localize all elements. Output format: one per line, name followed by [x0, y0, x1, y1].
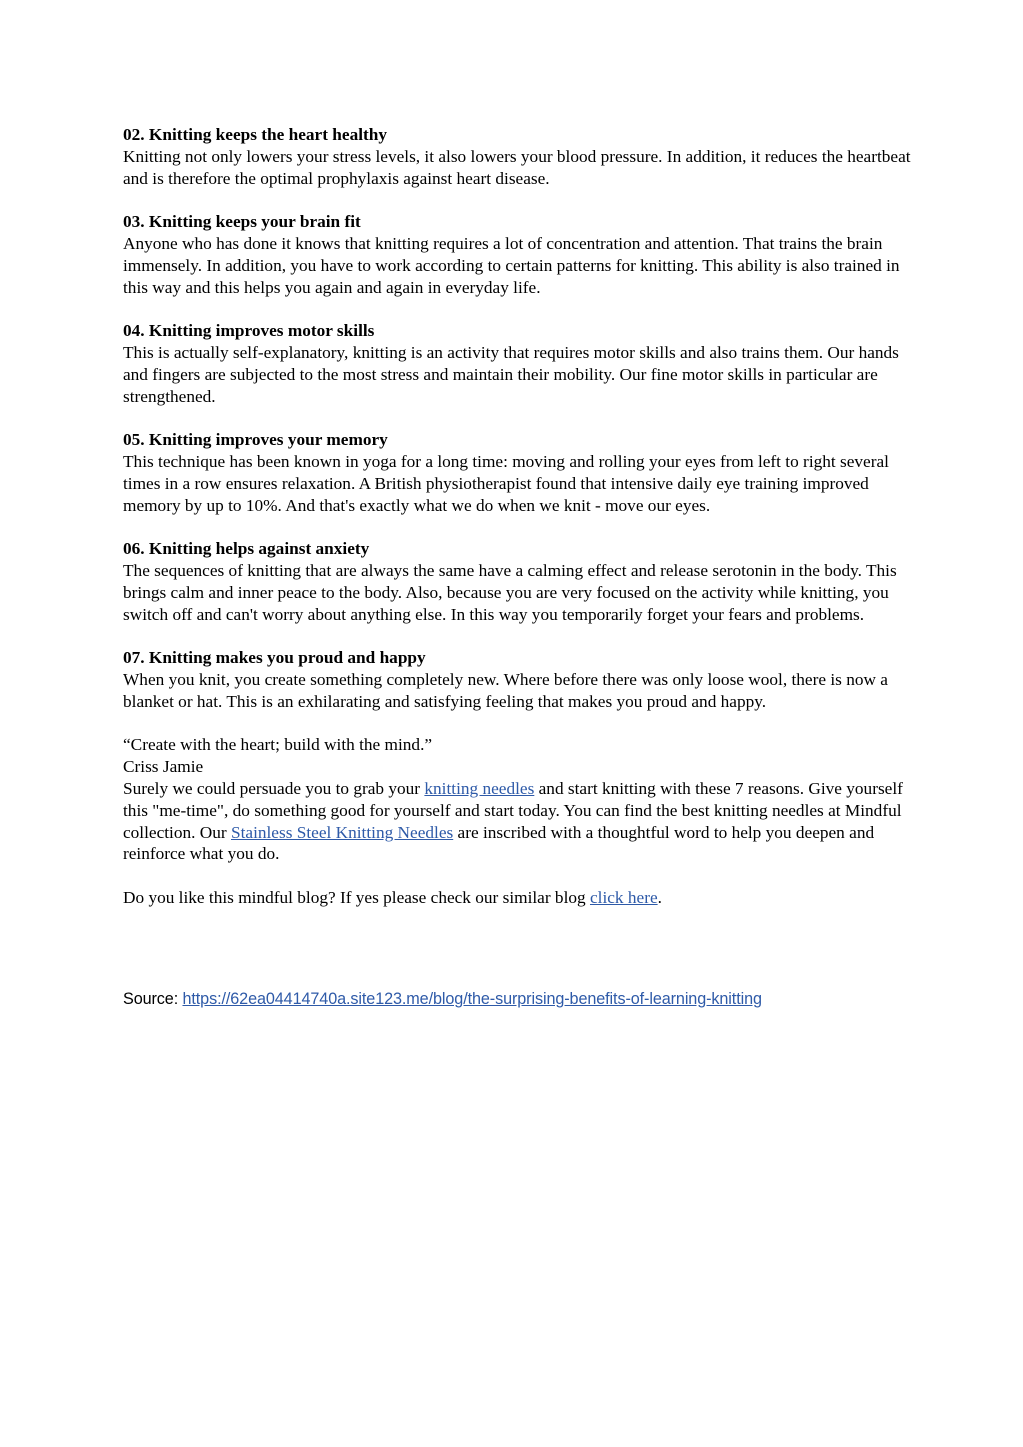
knitting-needles-link[interactable]: knitting needles: [424, 778, 535, 798]
quote-text: “Create with the heart; build with the mind.”: [123, 735, 433, 755]
section-paragraph: Knitting not only lowers your stress levels, it also lowers your blood pressure. In addition, it reduces the heartbeat and is therefore the optimal prophylaxis against heart disease.: [123, 146, 911, 188]
closing-text: and start knitting with these 7 reasons. Give yourself this "me-time", do something good for yourself and start today. You can find the best knitting needles at Mindful collection. Our: [123, 778, 903, 842]
section-heading: 02. Knitting keeps the heart healthy: [123, 125, 388, 144]
closing-text: Surely we could persuade you to grab your: [123, 778, 425, 798]
quote-author: Criss Jamie: [123, 757, 204, 777]
blog-prompt-text: Do you like this mindful blog? If yes please check our similar blog: [123, 887, 590, 907]
document-page: [123, 124, 913, 909]
blog-prompt: [123, 887, 913, 909]
section-heading: 06. Knitting helps against anxiety: [123, 539, 370, 559]
section-paragraph: When you knit, you create something completely new. Where before there was only loose wool, there is now a blanket or hat. This is an exhilarating and satisfying feeling that makes you proud and happy.: [123, 669, 888, 711]
section-memory: [123, 429, 913, 516]
closing-paragraph: [123, 778, 913, 865]
section-heart: [123, 124, 913, 189]
section-motor-skills: [123, 320, 913, 407]
closing-text: are inscribed with a thoughtful word to help you deepen and reinforce what you do.: [123, 822, 875, 864]
section-proud-happy: [123, 647, 913, 712]
section-heading: 07. Knitting makes you proud and happy: [123, 648, 426, 668]
source-line: [123, 988, 762, 1010]
section-brain: [123, 211, 913, 298]
stainless-steel-needles-link[interactable]: Stainless Steel Knitting Needles: [230, 822, 454, 842]
source-url-link[interactable]: https://62ea04414740a.site123.me/blog/the-surprising-benefits-of-learning-knitting: [182, 990, 762, 1008]
section-paragraph: Anyone who has done it knows that knitting requires a lot of concentration and attention. That trains the brain immensely. In addition, you have to work according to certain patterns for knitting. This ability is also trained in this way and this helps you again and again in everyday life.: [123, 233, 900, 297]
quote-block: [123, 734, 913, 865]
section-paragraph: This is actually self-explanatory, knitting is an activity that requires motor skills and also trains them. Our hands and fingers are subjected to the most stress and maintain their mobility. Our fine motor skills in particular are strengthened.: [123, 342, 899, 406]
section-anxiety: [123, 538, 913, 625]
click-here-link[interactable]: click here: [589, 887, 658, 907]
section-paragraph: This technique has been known in yoga for a long time: moving and rolling your eyes from left to right several times in a row ensures relaxation. A British physiotherapist found that intensive daily eye training improved memory by up to 10%. And that's exactly what we do when we knit - move our eyes.: [123, 451, 889, 515]
section-heading: 04. Knitting improves motor skills: [123, 321, 375, 341]
section-paragraph: The sequences of knitting that are always the same have a calming effect and release serotonin in the body. This brings calm and inner peace to the body. Also, because you are very focused on the activity while knitting, you switch off and can't worry about anything else. In this way you temporarily forget your fears and problems.: [123, 560, 897, 624]
blog-prompt-end: .: [657, 887, 662, 907]
source-label: Source:: [123, 990, 183, 1008]
section-heading: 05. Knitting improves your memory: [123, 430, 388, 450]
section-heading: 03. Knitting keeps your brain fit: [123, 212, 361, 232]
